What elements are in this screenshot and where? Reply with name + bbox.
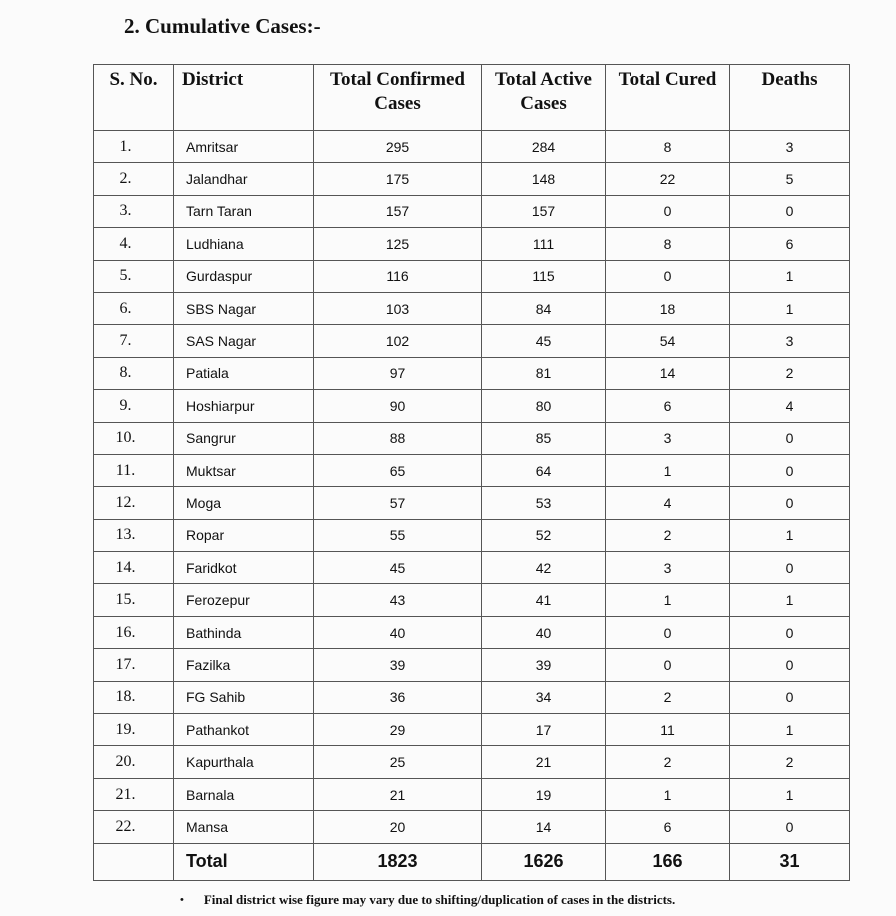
cell-cured: 54 xyxy=(606,325,730,357)
table-row xyxy=(94,487,850,519)
cell-cured: 1 xyxy=(606,778,730,810)
cell-deaths: 2 xyxy=(730,357,850,389)
cell-district: Muktsar xyxy=(174,454,314,486)
cell-deaths: 6 xyxy=(730,228,850,260)
cell-active: 39 xyxy=(482,649,606,681)
cell-cured: 3 xyxy=(606,552,730,584)
cell-deaths: 0 xyxy=(730,422,850,454)
cell-confirmed: 116 xyxy=(314,260,482,292)
cell-sno: 3. xyxy=(94,195,174,227)
cell-sno: 8. xyxy=(94,357,174,389)
cell-district: Jalandhar xyxy=(174,163,314,195)
cell-cured: 6 xyxy=(606,811,730,843)
header-confirmed: Total Confirmed Cases xyxy=(314,65,482,131)
cell-deaths: 0 xyxy=(730,616,850,648)
cell-active: 284 xyxy=(482,131,606,163)
total-cured: 166 xyxy=(606,843,730,880)
total-active: 1626 xyxy=(482,843,606,880)
cell-active: 42 xyxy=(482,552,606,584)
header-row xyxy=(94,65,850,131)
cell-active: 115 xyxy=(482,260,606,292)
table-row xyxy=(94,681,850,713)
cell-active: 52 xyxy=(482,519,606,551)
cell-deaths: 0 xyxy=(730,811,850,843)
table-row xyxy=(94,454,850,486)
header-deaths: Deaths xyxy=(730,65,850,131)
table-row xyxy=(94,778,850,810)
cell-district: Fazilka xyxy=(174,649,314,681)
cell-sno: 22. xyxy=(94,811,174,843)
cell-cured: 0 xyxy=(606,616,730,648)
cell-deaths: 0 xyxy=(730,552,850,584)
cell-district: Kapurthala xyxy=(174,746,314,778)
cell-confirmed: 20 xyxy=(314,811,482,843)
cell-sno: 11. xyxy=(94,454,174,486)
cell-district: Amritsar xyxy=(174,131,314,163)
cell-confirmed: 45 xyxy=(314,552,482,584)
cell-confirmed: 90 xyxy=(314,390,482,422)
cell-district: Ferozepur xyxy=(174,584,314,616)
cell-active: 14 xyxy=(482,811,606,843)
cell-deaths: 2 xyxy=(730,746,850,778)
header-sno: S. No. xyxy=(94,65,174,131)
cell-active: 40 xyxy=(482,616,606,648)
cell-cured: 18 xyxy=(606,292,730,324)
cell-deaths: 4 xyxy=(730,390,850,422)
cell-active: 17 xyxy=(482,714,606,746)
cell-district: Patiala xyxy=(174,357,314,389)
header-cured: Total Cured xyxy=(606,65,730,131)
cell-deaths: 5 xyxy=(730,163,850,195)
cell-cured: 11 xyxy=(606,714,730,746)
cell-sno: 6. xyxy=(94,292,174,324)
total-sno-cell xyxy=(94,843,174,880)
cell-cured: 14 xyxy=(606,357,730,389)
total-row xyxy=(94,843,850,880)
cell-deaths: 1 xyxy=(730,292,850,324)
cell-cured: 1 xyxy=(606,454,730,486)
cell-district: Gurdaspur xyxy=(174,260,314,292)
cell-cured: 22 xyxy=(606,163,730,195)
cell-district: Hoshiarpur xyxy=(174,390,314,422)
cell-active: 53 xyxy=(482,487,606,519)
cell-cured: 3 xyxy=(606,422,730,454)
table-row xyxy=(94,422,850,454)
cell-district: Sangrur xyxy=(174,422,314,454)
cell-confirmed: 39 xyxy=(314,649,482,681)
header-district: District xyxy=(174,65,314,131)
cell-active: 19 xyxy=(482,778,606,810)
table-row xyxy=(94,390,850,422)
footnote xyxy=(180,892,675,908)
cell-sno: 16. xyxy=(94,616,174,648)
cell-sno: 12. xyxy=(94,487,174,519)
cell-deaths: 0 xyxy=(730,487,850,519)
cell-deaths: 3 xyxy=(730,325,850,357)
cell-district: Tarn Taran xyxy=(174,195,314,227)
table-row xyxy=(94,746,850,778)
cell-district: Mansa xyxy=(174,811,314,843)
total-label: Total xyxy=(174,843,314,880)
cell-cured: 4 xyxy=(606,487,730,519)
table-row xyxy=(94,357,850,389)
cell-sno: 7. xyxy=(94,325,174,357)
cell-sno: 19. xyxy=(94,714,174,746)
cell-confirmed: 25 xyxy=(314,746,482,778)
cell-cured: 2 xyxy=(606,681,730,713)
cell-district: Faridkot xyxy=(174,552,314,584)
cell-active: 21 xyxy=(482,746,606,778)
cell-confirmed: 295 xyxy=(314,131,482,163)
table-row xyxy=(94,195,850,227)
total-deaths: 31 xyxy=(730,843,850,880)
cell-sno: 20. xyxy=(94,746,174,778)
cell-sno: 10. xyxy=(94,422,174,454)
cell-sno: 1. xyxy=(94,131,174,163)
table-row xyxy=(94,811,850,843)
cell-sno: 4. xyxy=(94,228,174,260)
cell-cured: 0 xyxy=(606,195,730,227)
cell-active: 41 xyxy=(482,584,606,616)
cell-confirmed: 29 xyxy=(314,714,482,746)
cell-confirmed: 36 xyxy=(314,681,482,713)
cell-active: 111 xyxy=(482,228,606,260)
cell-district: Pathankot xyxy=(174,714,314,746)
cell-active: 157 xyxy=(482,195,606,227)
table-row xyxy=(94,616,850,648)
cell-cured: 1 xyxy=(606,584,730,616)
cell-confirmed: 125 xyxy=(314,228,482,260)
cell-active: 148 xyxy=(482,163,606,195)
cell-district: Bathinda xyxy=(174,616,314,648)
cell-active: 84 xyxy=(482,292,606,324)
cell-sno: 2. xyxy=(94,163,174,195)
cell-sno: 15. xyxy=(94,584,174,616)
cell-cured: 6 xyxy=(606,390,730,422)
cell-cured: 2 xyxy=(606,746,730,778)
cell-deaths: 1 xyxy=(730,714,850,746)
table-row xyxy=(94,714,850,746)
cell-confirmed: 65 xyxy=(314,454,482,486)
cell-deaths: 1 xyxy=(730,778,850,810)
cell-active: 64 xyxy=(482,454,606,486)
cell-sno: 21. xyxy=(94,778,174,810)
cell-sno: 18. xyxy=(94,681,174,713)
cell-confirmed: 40 xyxy=(314,616,482,648)
cumulative-cases-table xyxy=(93,64,850,881)
cell-cured: 0 xyxy=(606,260,730,292)
cell-confirmed: 102 xyxy=(314,325,482,357)
cell-active: 34 xyxy=(482,681,606,713)
cell-deaths: 0 xyxy=(730,681,850,713)
table-row xyxy=(94,584,850,616)
cell-active: 45 xyxy=(482,325,606,357)
table-row xyxy=(94,228,850,260)
cell-district: SBS Nagar xyxy=(174,292,314,324)
header-active: Total Active Cases xyxy=(482,65,606,131)
cell-confirmed: 103 xyxy=(314,292,482,324)
cell-confirmed: 55 xyxy=(314,519,482,551)
cell-cured: 8 xyxy=(606,228,730,260)
cell-sno: 17. xyxy=(94,649,174,681)
table-row xyxy=(94,131,850,163)
table-row xyxy=(94,260,850,292)
cell-sno: 5. xyxy=(94,260,174,292)
cell-deaths: 0 xyxy=(730,649,850,681)
table-row xyxy=(94,519,850,551)
cell-cured: 8 xyxy=(606,131,730,163)
cell-active: 80 xyxy=(482,390,606,422)
cell-deaths: 0 xyxy=(730,454,850,486)
cell-sno: 14. xyxy=(94,552,174,584)
table-row xyxy=(94,163,850,195)
cell-confirmed: 175 xyxy=(314,163,482,195)
cell-district: SAS Nagar xyxy=(174,325,314,357)
cell-district: Ludhiana xyxy=(174,228,314,260)
cell-district: Ropar xyxy=(174,519,314,551)
cell-deaths: 1 xyxy=(730,519,850,551)
cell-deaths: 0 xyxy=(730,195,850,227)
cell-sno: 13. xyxy=(94,519,174,551)
cell-deaths: 3 xyxy=(730,131,850,163)
cell-active: 81 xyxy=(482,357,606,389)
total-confirmed: 1823 xyxy=(314,843,482,880)
cell-confirmed: 88 xyxy=(314,422,482,454)
cell-cured: 0 xyxy=(606,649,730,681)
cell-confirmed: 21 xyxy=(314,778,482,810)
cell-sno: 9. xyxy=(94,390,174,422)
bullet-icon: • xyxy=(180,894,184,906)
cell-deaths: 1 xyxy=(730,260,850,292)
table-row xyxy=(94,649,850,681)
cell-cured: 2 xyxy=(606,519,730,551)
cell-district: Barnala xyxy=(174,778,314,810)
cell-confirmed: 97 xyxy=(314,357,482,389)
cell-confirmed: 43 xyxy=(314,584,482,616)
cell-confirmed: 57 xyxy=(314,487,482,519)
section-heading: 2. Cumulative Cases:- xyxy=(124,14,321,38)
table-row xyxy=(94,325,850,357)
cell-active: 85 xyxy=(482,422,606,454)
cell-deaths: 1 xyxy=(730,584,850,616)
cell-confirmed: 157 xyxy=(314,195,482,227)
cell-district: FG Sahib xyxy=(174,681,314,713)
table-row xyxy=(94,552,850,584)
table-row xyxy=(94,292,850,324)
cell-district: Moga xyxy=(174,487,314,519)
footnote-text: Final district wise figure may vary due to shifting/duplication of cases in the districts. xyxy=(203,892,676,907)
